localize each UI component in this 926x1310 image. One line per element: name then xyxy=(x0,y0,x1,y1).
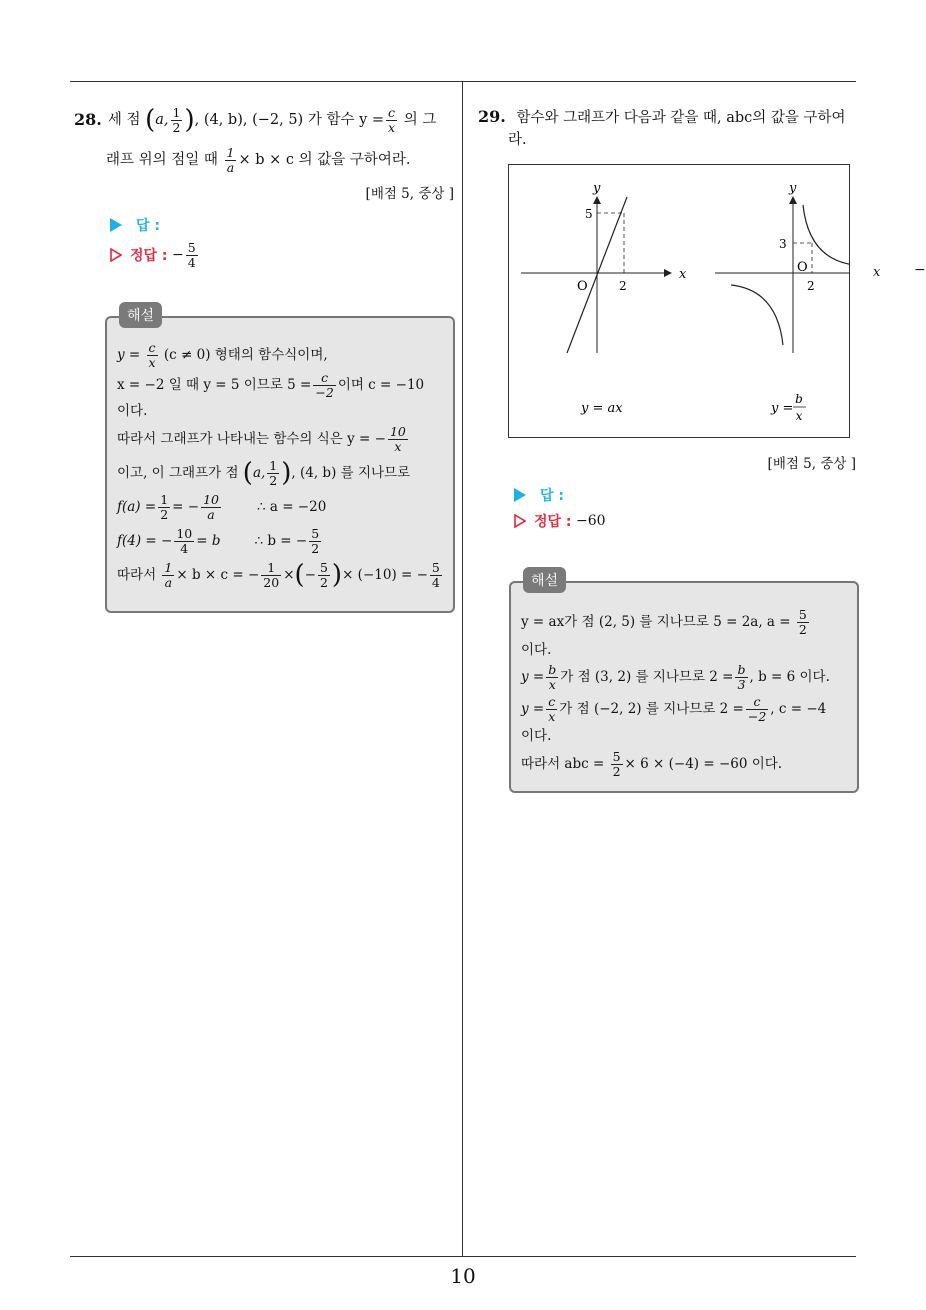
q29-sol-line5: 이다. xyxy=(521,728,552,744)
q28-sol-line1: y = $\frac{c}{x}$ (c ≠ 0) 형태의 함수식이며, xyxy=(117,339,328,370)
q29-correct-value: −60 xyxy=(575,513,606,529)
play-icon xyxy=(110,218,122,232)
q28-number: 28. xyxy=(74,110,102,129)
q28-one-over-a: $\frac{1}{a}$ xyxy=(226,144,235,175)
left-y-label: y xyxy=(593,181,601,196)
q28-line2-pre: 래프 위의 점일 때 xyxy=(106,152,218,168)
q29-text: 함수와 그래프가 다음과 같을 때, abc의 값을 구하여 xyxy=(516,110,846,126)
q28-correct-row xyxy=(110,238,454,272)
q28-sol-line3: 이다. xyxy=(117,403,148,419)
right-graph xyxy=(715,181,849,423)
right-tick-y: 3 xyxy=(779,237,787,251)
q29-sol-line3: y = $\frac{b}{x}$ 가 점 (3, 2) 를 지나므로 2 = $\frac{b}{3}$ , b = 6 이다. xyxy=(521,661,830,692)
q29-sol-line2: 이다. xyxy=(521,642,552,658)
paren-open: ( xyxy=(145,105,156,135)
q29-correct-label: 정답 : xyxy=(534,514,572,530)
q28-half-frac: $\frac{1}{2}$ xyxy=(172,104,181,135)
q28-line2 xyxy=(74,140,454,180)
q29-solution-body xyxy=(511,583,857,791)
q29-solution-box xyxy=(509,573,859,793)
q28-answer-row xyxy=(110,212,454,238)
paren-close: ) xyxy=(184,105,195,135)
q28-sol-line5: 이고, 이 그래프가 점 ( a, $\frac{1}{2}$ ) , (4, b) 를 지나므로 xyxy=(117,457,411,488)
hollow-triangle-icon xyxy=(110,248,122,262)
q28-line1 xyxy=(74,100,454,140)
left-caption: y = ax xyxy=(581,401,623,416)
left-graph xyxy=(521,181,687,416)
header-rule xyxy=(70,81,856,82)
q29-points: [배점 5, 중상 ] xyxy=(767,456,856,472)
right-caption-num: b xyxy=(795,392,803,406)
q29-sol-line4: y = $\frac{c}{x}$ 가 점 (−2, 2) 를 지나므로 2 = $\frac{c}{-2}$ , c = −4 xyxy=(521,693,827,724)
q29-number: 29. xyxy=(478,107,506,126)
q28-solution-tag: 해설 xyxy=(119,302,162,328)
left-origin: O xyxy=(577,279,588,294)
q28-sol-line7: f(4) = − $\frac{10}{4}$ = b ∴ b = − $\frac{5}{2}$ xyxy=(117,525,320,556)
q29-points-wrap xyxy=(478,450,856,534)
right-caption-den: x xyxy=(795,409,803,423)
hollow-triangle-icon xyxy=(514,514,526,528)
question-29 xyxy=(478,106,858,151)
q28-solution-box xyxy=(105,308,455,613)
q28-point-a: a, xyxy=(155,112,169,128)
question-28 xyxy=(74,100,454,272)
left-tick-x: 2 xyxy=(619,279,627,293)
left-tick-y: 5 xyxy=(585,207,593,221)
column-divider xyxy=(462,82,463,1256)
q28-sol-line2: x = −2 일 때 y = 5 이므로 5 = $\frac{c}{-2}$ 이며 c = −10 xyxy=(117,369,425,400)
q29-line2: 라. xyxy=(508,132,527,148)
q29-solution-tag: 해설 xyxy=(523,567,566,593)
left-x-label: x xyxy=(679,267,687,282)
q28-correct-frac: $\frac{5}{4}$ xyxy=(187,239,196,270)
q28-answer-label: 답 : xyxy=(136,218,160,234)
page-number: 10 xyxy=(450,1264,476,1288)
right-y-label: y xyxy=(789,181,797,196)
q28-points: [배점 5, 중상 ] xyxy=(365,186,454,202)
q28-text-post: 의 그 xyxy=(403,112,437,128)
right-tick-x: 2 xyxy=(807,279,815,293)
q29-answer-row xyxy=(514,482,856,508)
q28-correct-sign: − xyxy=(171,247,184,263)
q29-line1 xyxy=(478,106,858,129)
q29-sol-line6: 따라서 abc = $\frac{5}{2}$ × 6 × (−4) = −60 이다. xyxy=(521,748,783,779)
right-x-label: x xyxy=(873,265,881,280)
q28-points-rest: , (4, b), (−2, 5) 가 함수 y = xyxy=(194,112,385,128)
q29-correct-row xyxy=(514,508,856,534)
q28-function-frac: $\frac{c}{x}$ xyxy=(388,104,396,135)
q29-sol-line1: y = ax가 점 (2, 5) 를 지나므로 5 = 2a, a = $\frac{5}{2}$ xyxy=(521,606,807,637)
q29-answer-label: 답 : xyxy=(540,488,564,504)
q29-answer-block xyxy=(514,482,856,534)
q28-sol-line6: f(a) = $\frac{1}{2}$ = − $\frac{10}{a}$ ∴ a = −20 xyxy=(117,491,327,522)
q29-graphs xyxy=(509,165,849,437)
right-curve-q1 xyxy=(803,205,849,265)
q28-solution-body xyxy=(107,318,453,602)
footer-rule xyxy=(70,1256,856,1257)
q28-text: 세 점 xyxy=(107,112,141,128)
q28-sol-line8: 따라서 $\frac{1}{a}$ × b × c = − $\frac{1}{20}$ × ( − $\frac{5}{2}$ ) × (−10) = − $\frac{5}{4}$ xyxy=(117,559,440,590)
right-curve-q3 xyxy=(731,285,783,345)
outside-tick: − xyxy=(914,262,926,278)
q28-sol-line4: 따라서 그래프가 나타내는 함수의 식은 y = − $\frac{10}{x}$ xyxy=(117,423,406,454)
q29-graph-box xyxy=(508,164,850,438)
right-caption-pre: y = xyxy=(771,401,794,416)
q28-line2-post: × b × c 의 값을 구하여라. xyxy=(238,152,411,168)
play-icon xyxy=(514,488,526,502)
right-origin: O xyxy=(797,260,808,275)
q28-correct-label: 정답 : xyxy=(130,248,168,264)
q28-answer-block xyxy=(110,212,454,272)
